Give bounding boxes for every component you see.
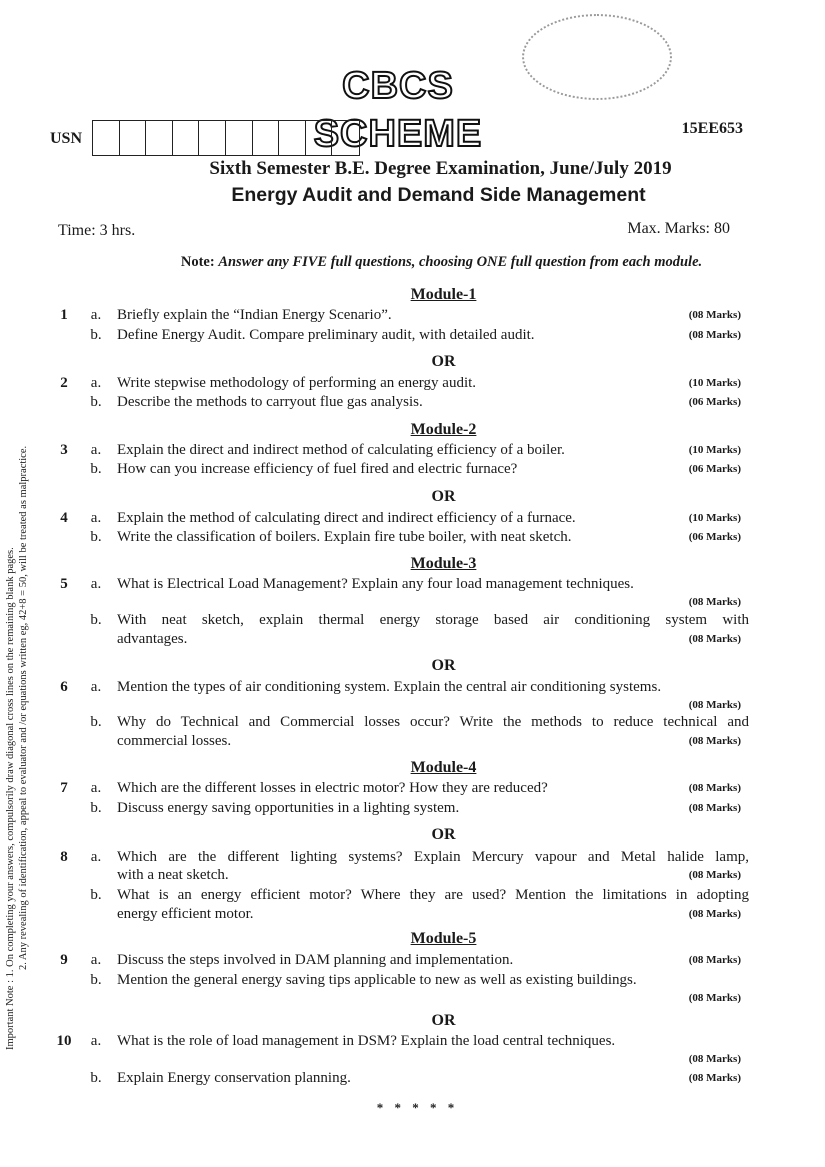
question-text: Briefly explain the “Indian Energy Scenario”.: [117, 307, 392, 323]
usn-box: [173, 121, 200, 155]
question-marks: (06 Marks): [688, 531, 741, 543]
question-text: Which are the different lighting systems? Explain Mercury vapour and Metal halide lamp,: [117, 849, 749, 865]
question-part: b.: [90, 714, 102, 730]
usn-box: [306, 121, 333, 155]
question-text: Explain the method of calculating direct and indirect efficiency of a furnace.: [117, 510, 576, 526]
question-part: b.: [90, 529, 102, 545]
question-part: b.: [90, 972, 102, 988]
usn-box: [332, 121, 359, 155]
institution-stamp: [522, 14, 672, 100]
question-marks: (08 Marks): [688, 782, 741, 794]
question-number: 6: [60, 679, 68, 695]
question-marks: (08 Marks): [688, 1072, 741, 1084]
exam-title: Sixth Semester B.E. Degree Examination, June/July 2019: [209, 158, 672, 179]
question-part: a.: [90, 849, 102, 865]
or-divider: OR: [431, 1012, 456, 1029]
question-text: What is Electrical Load Management? Explain any four load management techniques.: [117, 576, 634, 592]
question-number: 7: [60, 780, 68, 796]
scheme-banner: CBCS SCHEME: [313, 65, 483, 155]
usn-box: [93, 121, 120, 155]
question-number: 8: [60, 849, 68, 865]
question-text: Which are the different losses in electric motor? How they are reduced?: [117, 780, 548, 796]
question-number: 10: [56, 1033, 72, 1049]
side-note-line-2: 2. Any revealing of identification, appeal to evaluator and /or equations written eg, 42+8 = 50, will be treated as malpractice.: [18, 445, 29, 970]
question-marks: (08 Marks): [688, 869, 741, 881]
question-text: Explain the direct and indirect method of calculating efficiency of a boiler.: [117, 442, 565, 458]
question-text: Write the classification of boilers. Explain fire tube boiler, with neat sketch.: [117, 529, 572, 545]
question-text: Discuss energy saving opportunities in a lighting system.: [117, 800, 460, 816]
question-text: Why do Technical and Commercial losses occur? Write the methods to reduce technical and: [117, 714, 749, 730]
question-text: Discuss the steps involved in DAM planning and implementation.: [117, 952, 514, 968]
question-text: Mention the general energy saving tips applicable to new as well as existing buildings.: [117, 972, 637, 988]
question-part: b.: [90, 394, 102, 410]
question-text-continued: commercial losses.: [117, 733, 232, 749]
usn-box: [226, 121, 253, 155]
question-marks: (08 Marks): [688, 1053, 741, 1065]
question-number: 2: [60, 375, 68, 391]
or-divider: OR: [431, 826, 456, 843]
question-marks: (08 Marks): [688, 633, 741, 645]
question-part: b.: [90, 612, 102, 628]
side-note-line-1: Important Note : 1. On completing your answers, compulsorily draw diagonal cross lines on the remaining blank pages.: [5, 547, 16, 1050]
question-marks: (08 Marks): [688, 954, 741, 966]
module-heading: Module-4: [410, 759, 477, 776]
question-text: Describe the methods to carryout flue gas analysis.: [117, 394, 423, 410]
max-marks: Max. Marks: 80: [627, 220, 730, 237]
question-part: a.: [90, 679, 102, 695]
question-part: a.: [90, 576, 102, 592]
question-part: b.: [90, 1070, 102, 1086]
question-text-continued: advantages.: [117, 631, 188, 647]
question-text: Define Energy Audit. Compare preliminary audit, with detailed audit.: [117, 327, 535, 343]
question-text-continued: energy efficient motor.: [117, 906, 254, 922]
question-number: 5: [60, 576, 68, 592]
question-marks: (08 Marks): [688, 992, 741, 1004]
question-number: 1: [60, 307, 68, 323]
important-note-sidebar: [4, 290, 30, 1050]
question-marks: (08 Marks): [688, 802, 741, 814]
question-part: a.: [90, 442, 102, 458]
note-label: Note:: [180, 254, 215, 270]
question-marks: (10 Marks): [688, 512, 741, 524]
question-marks: (06 Marks): [688, 463, 741, 475]
usn-label: USN: [50, 130, 83, 147]
module-heading: Module-1: [410, 286, 477, 303]
question-part: b.: [90, 887, 102, 903]
usn-box: [146, 121, 173, 155]
subject-title: Energy Audit and Demand Side Management: [231, 184, 646, 206]
question-marks: (06 Marks): [688, 396, 741, 408]
question-text: What is an energy efficient motor? Where they are used? Mention the limitations in adopting: [117, 887, 749, 903]
question-number: 9: [60, 952, 68, 968]
or-divider: OR: [431, 488, 456, 505]
question-marks: (08 Marks): [688, 699, 741, 711]
or-divider: OR: [431, 657, 456, 674]
module-heading: Module-2: [410, 421, 477, 438]
question-text: Write stepwise methodology of performing an energy audit.: [117, 375, 477, 391]
question-part: a.: [90, 952, 102, 968]
note-text: Answer any FIVE full questions, choosing ONE full question from each module.: [218, 254, 703, 270]
question-marks: (08 Marks): [688, 309, 741, 321]
question-number: 3: [60, 442, 68, 458]
question-number: 4: [60, 510, 68, 526]
question-part: b.: [90, 461, 102, 477]
question-text: How can you increase efficiency of fuel fired and electric furnace?: [117, 461, 518, 477]
usn-box: [120, 121, 147, 155]
instructions-note: [0, 254, 825, 271]
question-marks: (08 Marks): [688, 596, 741, 608]
question-part: a.: [90, 375, 102, 391]
usn-box: [199, 121, 226, 155]
question-part: a.: [90, 510, 102, 526]
question-part: b.: [90, 327, 102, 343]
question-marks: (10 Marks): [688, 377, 741, 389]
end-of-paper-marks: * * * * *: [376, 1100, 459, 1115]
question-marks: (08 Marks): [688, 329, 741, 341]
question-text: What is the role of load management in DSM? Explain the load central techniques.: [117, 1033, 616, 1049]
question-part: a.: [90, 307, 102, 323]
module-heading: Module-3: [410, 555, 477, 572]
usn-entry-boxes: [92, 120, 360, 156]
question-part: b.: [90, 800, 102, 816]
question-text: Mention the types of air conditioning system. Explain the central air conditioning systems.: [117, 679, 662, 695]
question-marks: (08 Marks): [688, 735, 741, 747]
question-marks: (08 Marks): [688, 908, 741, 920]
exam-duration: Time: 3 hrs.: [58, 222, 136, 239]
usn-box: [253, 121, 280, 155]
question-text: With neat sketch, explain thermal energy storage based air conditioning system with: [117, 612, 749, 628]
usn-box: [279, 121, 306, 155]
module-heading: Module-5: [410, 930, 477, 947]
or-divider: OR: [431, 353, 456, 370]
question-marks: (10 Marks): [688, 444, 741, 456]
question-text: Explain Energy conservation planning.: [117, 1070, 351, 1086]
question-text-continued: with a neat sketch.: [117, 867, 229, 883]
question-part: a.: [90, 1033, 102, 1049]
course-code: 15EE653: [681, 120, 743, 137]
question-part: a.: [90, 780, 102, 796]
